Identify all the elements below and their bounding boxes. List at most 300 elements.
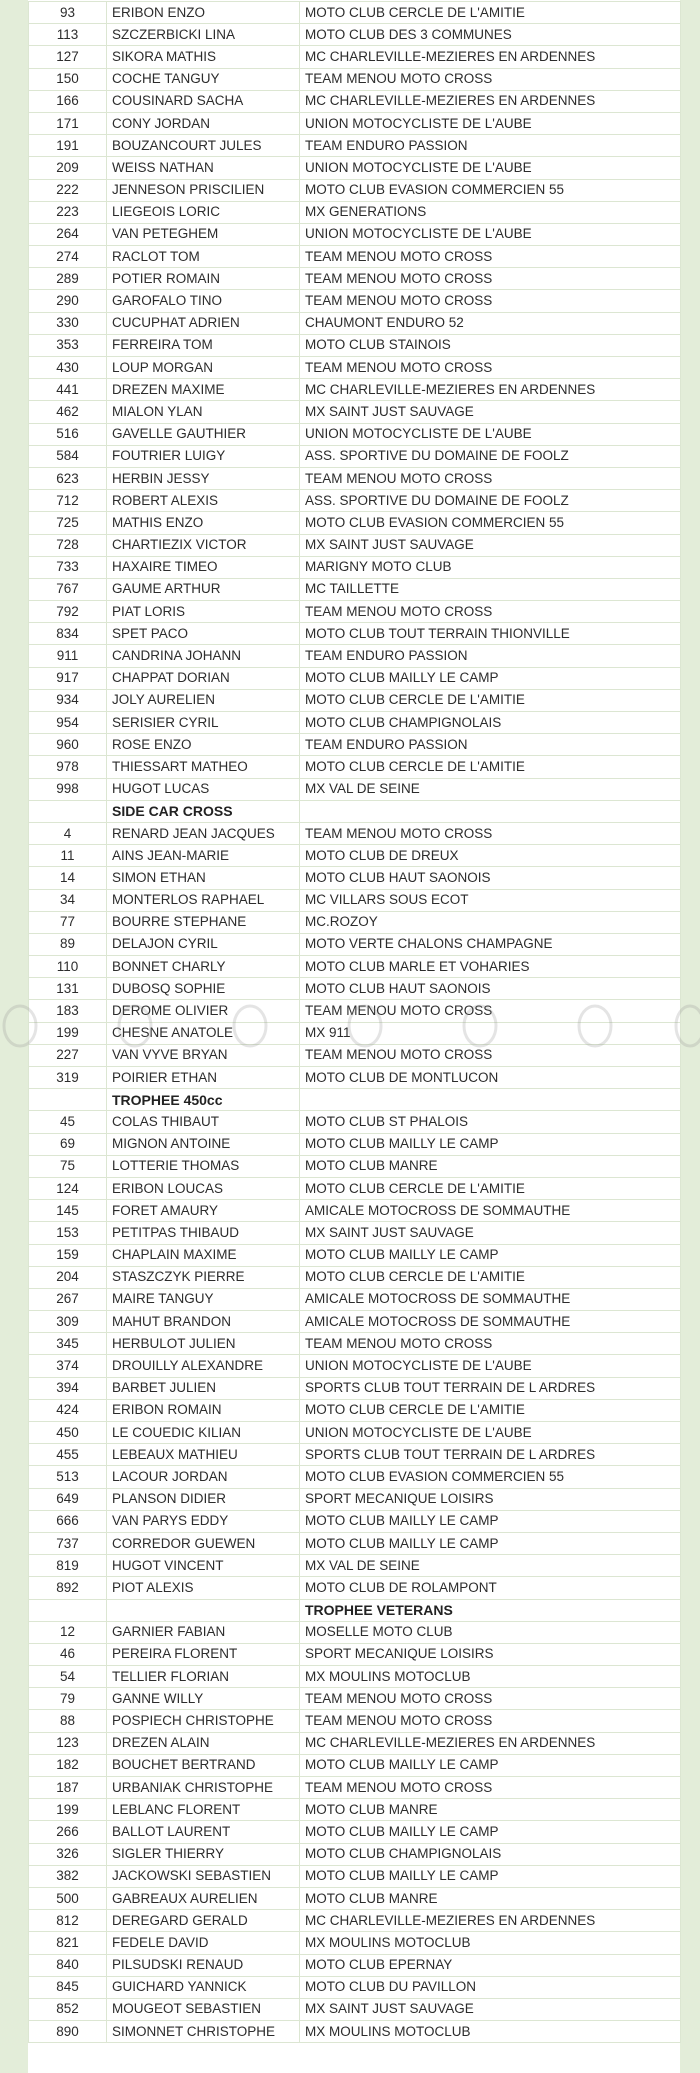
club-name: TEAM ENDURO PASSION: [300, 734, 681, 756]
rider-name: DUBOSQ SOPHIE: [107, 978, 300, 1000]
rider-name: JACKOWSKI SEBASTIEN: [107, 1865, 300, 1887]
rider-name: GAVELLE GAUTHIER: [107, 423, 300, 445]
rider-name: SIMON ETHAN: [107, 867, 300, 889]
rider-number: 728: [29, 534, 107, 556]
rider-name: VAN PETEGHEM: [107, 223, 300, 245]
club-name: MOTO CLUB CERCLE DE L'AMITIE: [300, 1177, 681, 1199]
rider-name: CANDRINA JOHANN: [107, 645, 300, 667]
rider-number: 113: [29, 24, 107, 46]
table-row: [29, 1577, 681, 1599]
rider-name: PLANSON DIDIER: [107, 1488, 300, 1510]
rider-number: 159: [29, 1244, 107, 1266]
table-row: [29, 1799, 681, 1821]
table-row: [29, 534, 681, 556]
rider-number: 12: [29, 1621, 107, 1643]
table-row: [29, 112, 681, 134]
rider-number: 852: [29, 1998, 107, 2020]
table-row: [29, 157, 681, 179]
club-name: TEAM MENOU MOTO CROSS: [300, 290, 681, 312]
rider-name: LACOUR JORDAN: [107, 1466, 300, 1488]
entry-list-table: [28, 1, 681, 2043]
empty-cell: [107, 1599, 300, 1621]
table-row: [29, 179, 681, 201]
table-row: [29, 1998, 681, 2020]
table-row: [29, 379, 681, 401]
club-name: MC TAILLETTE: [300, 578, 681, 600]
table-row: [29, 1466, 681, 1488]
club-name: UNION MOTOCYCLISTE DE L'AUBE: [300, 112, 681, 134]
club-name: MOTO CLUB HAUT SAONOIS: [300, 867, 681, 889]
rider-number: 319: [29, 1067, 107, 1089]
table-row: [29, 1222, 681, 1244]
table-row: [29, 1732, 681, 1754]
rider-number: 79: [29, 1688, 107, 1710]
table-row: [29, 911, 681, 933]
rider-name: SIGLER THIERRY: [107, 1843, 300, 1865]
club-name: MX SAINT JUST SAUVAGE: [300, 1222, 681, 1244]
rider-name: ROSE ENZO: [107, 734, 300, 756]
table-row: [29, 334, 681, 356]
table-row: [29, 290, 681, 312]
club-name: SPORTS CLUB TOUT TERRAIN DE L ARDRES: [300, 1444, 681, 1466]
table-row: [29, 734, 681, 756]
club-name: MARIGNY MOTO CLUB: [300, 556, 681, 578]
club-name: MOTO CLUB MAILLY LE CAMP: [300, 1532, 681, 1554]
table-row: [29, 1067, 681, 1089]
club-name: MOTO CLUB DE ROLAMPONT: [300, 1577, 681, 1599]
club-name: MX SAINT JUST SAUVAGE: [300, 534, 681, 556]
table-row: [29, 46, 681, 68]
table-row: [29, 1910, 681, 1932]
rider-name: URBANIAK CHRISTOPHE: [107, 1777, 300, 1799]
table-row: [29, 1022, 681, 1044]
club-name: MC CHARLEVILLE-MEZIERES EN ARDENNES: [300, 90, 681, 112]
empty-cell: [300, 800, 681, 822]
rider-name: GAUME ARTHUR: [107, 578, 300, 600]
table-row: [29, 445, 681, 467]
rider-name: THIESSART MATHEO: [107, 756, 300, 778]
rider-number: 75: [29, 1155, 107, 1177]
rider-name: MIALON YLAN: [107, 401, 300, 423]
table-row: [29, 1311, 681, 1333]
rider-number: 441: [29, 379, 107, 401]
club-name: MOTO CLUB TOUT TERRAIN THIONVILLE: [300, 623, 681, 645]
table-row: [29, 601, 681, 623]
table-row: [29, 1399, 681, 1421]
empty-cell: [29, 800, 107, 822]
rider-name: POTIER ROMAIN: [107, 268, 300, 290]
table-row: [29, 490, 681, 512]
empty-cell: [29, 1599, 107, 1621]
club-name: MOTO CLUB MAILLY LE CAMP: [300, 1133, 681, 1155]
rider-number: 166: [29, 90, 107, 112]
rider-number: 187: [29, 1777, 107, 1799]
club-name: SPORT MECANIQUE LOISIRS: [300, 1643, 681, 1665]
rider-name: JENNESON PRISCILIEN: [107, 179, 300, 201]
rider-number: 54: [29, 1666, 107, 1688]
club-name: MOTO CLUB DE MONTLUCON: [300, 1067, 681, 1089]
table-row: [29, 756, 681, 778]
table-row: [29, 1444, 681, 1466]
table-row: [29, 1155, 681, 1177]
rider-number: 223: [29, 201, 107, 223]
club-name: MOTO VERTE CHALONS CHAMPAGNE: [300, 933, 681, 955]
club-name: MOTO CLUB DES 3 COMMUNES: [300, 24, 681, 46]
rider-name: TELLIER FLORIAN: [107, 1666, 300, 1688]
rider-name: CONY JORDAN: [107, 112, 300, 134]
club-name: MOTO CLUB MAILLY LE CAMP: [300, 1244, 681, 1266]
rider-number: 450: [29, 1422, 107, 1444]
club-name: SPORT MECANIQUE LOISIRS: [300, 1488, 681, 1510]
rider-number: 11: [29, 845, 107, 867]
table-row: [29, 645, 681, 667]
rider-name: DEROME OLIVIER: [107, 1000, 300, 1022]
club-name: MOTO CLUB MAILLY LE CAMP: [300, 1754, 681, 1776]
table-row: [29, 556, 681, 578]
club-name: TEAM MENOU MOTO CROSS: [300, 1044, 681, 1066]
club-name: MC CHARLEVILLE-MEZIERES EN ARDENNES: [300, 46, 681, 68]
rider-number: 345: [29, 1333, 107, 1355]
rider-name: PIAT LORIS: [107, 601, 300, 623]
rider-number: 382: [29, 1865, 107, 1887]
rider-name: BONNET CHARLY: [107, 956, 300, 978]
club-name: TEAM MENOU MOTO CROSS: [300, 1688, 681, 1710]
entry-list-panel: [28, 0, 680, 2073]
club-name: MOTO CLUB CERCLE DE L'AMITIE: [300, 756, 681, 778]
rider-name: MATHIS ENZO: [107, 512, 300, 534]
rider-name: AINS JEAN-MARIE: [107, 845, 300, 867]
rider-number: 145: [29, 1200, 107, 1222]
rider-name: DELAJON CYRIL: [107, 933, 300, 955]
rider-number: 222: [29, 179, 107, 201]
club-name: MC VILLARS SOUS ECOT: [300, 889, 681, 911]
rider-name: RENARD JEAN JACQUES: [107, 822, 300, 844]
rider-name: FORET AMAURY: [107, 1200, 300, 1222]
rider-name: LE COUEDIC KILIAN: [107, 1422, 300, 1444]
section-title: TROPHEE VETERANS: [300, 1599, 681, 1621]
club-name: MOTO CLUB MANRE: [300, 1155, 681, 1177]
club-name: MX MOULINS MOTOCLUB: [300, 2021, 681, 2043]
table-row: [29, 1422, 681, 1444]
empty-cell: [29, 1089, 107, 1111]
rider-name: GARNIER FABIAN: [107, 1621, 300, 1643]
rider-name: CHAPPAT DORIAN: [107, 667, 300, 689]
club-name: UNION MOTOCYCLISTE DE L'AUBE: [300, 157, 681, 179]
rider-number: 890: [29, 2021, 107, 2043]
table-row: [29, 1488, 681, 1510]
table-row: [29, 1954, 681, 1976]
table-row: [29, 1865, 681, 1887]
rider-number: 45: [29, 1111, 107, 1133]
rider-number: 430: [29, 357, 107, 379]
rider-number: 424: [29, 1399, 107, 1421]
rider-number: 978: [29, 756, 107, 778]
rider-number: 954: [29, 712, 107, 734]
rider-name: BOUCHET BERTRAND: [107, 1754, 300, 1776]
club-name: MOTO CLUB CERCLE DE L'AMITIE: [300, 2, 681, 24]
rider-number: 733: [29, 556, 107, 578]
club-name: UNION MOTOCYCLISTE DE L'AUBE: [300, 1355, 681, 1377]
table-row: [29, 889, 681, 911]
table-row: [29, 135, 681, 157]
rider-number: 267: [29, 1288, 107, 1310]
rider-number: 4: [29, 822, 107, 844]
table-row: [29, 1333, 681, 1355]
club-name: MOTO CLUB EVASION COMMERCIEN 55: [300, 179, 681, 201]
rider-number: 110: [29, 956, 107, 978]
rider-name: WEISS NATHAN: [107, 157, 300, 179]
rider-number: 649: [29, 1488, 107, 1510]
table-row: [29, 1355, 681, 1377]
table-row: [29, 2021, 681, 2043]
rider-number: 712: [29, 490, 107, 512]
rider-number: 792: [29, 601, 107, 623]
rider-name: DREZEN MAXIME: [107, 379, 300, 401]
table-row: [29, 845, 681, 867]
rider-name: HAXAIRE TIMEO: [107, 556, 300, 578]
club-name: TEAM MENOU MOTO CROSS: [300, 68, 681, 90]
rider-number: 934: [29, 689, 107, 711]
rider-name: CHAPLAIN MAXIME: [107, 1244, 300, 1266]
rider-number: 917: [29, 667, 107, 689]
club-name: TEAM MENOU MOTO CROSS: [300, 601, 681, 623]
club-name: AMICALE MOTOCROSS DE SOMMAUTHE: [300, 1311, 681, 1333]
rider-name: GANNE WILLY: [107, 1688, 300, 1710]
rider-number: 289: [29, 268, 107, 290]
rider-number: 171: [29, 112, 107, 134]
club-name: MC CHARLEVILLE-MEZIERES EN ARDENNES: [300, 1910, 681, 1932]
section-title: SIDE CAR CROSS: [107, 800, 300, 822]
club-name: MOTO CLUB CERCLE DE L'AMITIE: [300, 1266, 681, 1288]
club-name: MX VAL DE SEINE: [300, 778, 681, 800]
section-header-row: [29, 800, 681, 822]
table-row: [29, 667, 681, 689]
rider-name: MOUGEOT SEBASTIEN: [107, 1998, 300, 2020]
table-row: [29, 2, 681, 24]
rider-number: 199: [29, 1022, 107, 1044]
table-row: [29, 223, 681, 245]
rider-number: 819: [29, 1555, 107, 1577]
table-row: [29, 978, 681, 1000]
rider-name: SZCZERBICKI LINA: [107, 24, 300, 46]
table-row: [29, 778, 681, 800]
rider-name: VAN PARYS EDDY: [107, 1510, 300, 1532]
club-name: MX SAINT JUST SAUVAGE: [300, 1998, 681, 2020]
rider-number: 353: [29, 334, 107, 356]
rider-number: 123: [29, 1732, 107, 1754]
rider-number: 584: [29, 445, 107, 467]
rider-name: FOUTRIER LUIGY: [107, 445, 300, 467]
table-row: [29, 689, 681, 711]
table-row: [29, 1976, 681, 1998]
table-row: [29, 357, 681, 379]
rider-name: BOURRE STEPHANE: [107, 911, 300, 933]
rider-number: 290: [29, 290, 107, 312]
club-name: TEAM MENOU MOTO CROSS: [300, 1777, 681, 1799]
rider-name: HUGOT LUCAS: [107, 778, 300, 800]
rider-number: 88: [29, 1710, 107, 1732]
rider-number: 274: [29, 246, 107, 268]
club-name: TEAM MENOU MOTO CROSS: [300, 268, 681, 290]
table-row: [29, 1044, 681, 1066]
table-row: [29, 1177, 681, 1199]
rider-name: GUICHARD YANNICK: [107, 1976, 300, 1998]
table-row: [29, 401, 681, 423]
table-row: [29, 1688, 681, 1710]
rider-name: PETITPAS THIBAUD: [107, 1222, 300, 1244]
rider-name: HUGOT VINCENT: [107, 1555, 300, 1577]
table-row: [29, 822, 681, 844]
table-row: [29, 1133, 681, 1155]
rider-name: CORREDOR GUEWEN: [107, 1532, 300, 1554]
club-name: MOTO CLUB MANRE: [300, 1799, 681, 1821]
rider-name: RACLOT TOM: [107, 246, 300, 268]
club-name: AMICALE MOTOCROSS DE SOMMAUTHE: [300, 1288, 681, 1310]
table-row: [29, 1643, 681, 1665]
table-row: [29, 1932, 681, 1954]
rider-name: DROUILLY ALEXANDRE: [107, 1355, 300, 1377]
club-name: MX 911: [300, 1022, 681, 1044]
rider-number: 911: [29, 645, 107, 667]
club-name: CHAUMONT ENDURO 52: [300, 312, 681, 334]
rider-name: ROBERT ALEXIS: [107, 490, 300, 512]
club-name: MX MOULINS MOTOCLUB: [300, 1932, 681, 1954]
rider-name: MONTERLOS RAPHAEL: [107, 889, 300, 911]
rider-number: 204: [29, 1266, 107, 1288]
table-row: [29, 1000, 681, 1022]
club-name: MX VAL DE SEINE: [300, 1555, 681, 1577]
table-row: [29, 867, 681, 889]
table-row: [29, 1244, 681, 1266]
rider-name: CUCUPHAT ADRIEN: [107, 312, 300, 334]
club-name: MX SAINT JUST SAUVAGE: [300, 401, 681, 423]
rider-name: LEBLANC FLORENT: [107, 1799, 300, 1821]
rider-name: COLAS THIBAUT: [107, 1111, 300, 1133]
table-row: [29, 512, 681, 534]
section-title: TROPHEE 450cc: [107, 1089, 300, 1111]
club-name: MC.ROZOY: [300, 911, 681, 933]
rider-name: GABREAUX AURELIEN: [107, 1887, 300, 1909]
club-name: MOTO CLUB MARLE ET VOHARIES: [300, 956, 681, 978]
rider-number: 821: [29, 1932, 107, 1954]
rider-number: 124: [29, 1177, 107, 1199]
rider-number: 153: [29, 1222, 107, 1244]
table-row: [29, 68, 681, 90]
table-row: [29, 1821, 681, 1843]
rider-number: 69: [29, 1133, 107, 1155]
rider-number: 845: [29, 1976, 107, 1998]
table-row: [29, 578, 681, 600]
rider-number: 89: [29, 933, 107, 955]
table-row: [29, 956, 681, 978]
rider-number: 182: [29, 1754, 107, 1776]
table-row: [29, 1266, 681, 1288]
rider-number: 209: [29, 157, 107, 179]
table-row: [29, 246, 681, 268]
rider-name: MIGNON ANTOINE: [107, 1133, 300, 1155]
table-row: [29, 24, 681, 46]
section-header-row: [29, 1089, 681, 1111]
rider-number: 199: [29, 1799, 107, 1821]
rider-name: POIRIER ETHAN: [107, 1067, 300, 1089]
club-name: MOTO CLUB EVASION COMMERCIEN 55: [300, 512, 681, 534]
table-row: [29, 1510, 681, 1532]
club-name: MOTO CLUB STAINOIS: [300, 334, 681, 356]
rider-name: PEREIRA FLORENT: [107, 1643, 300, 1665]
club-name: MOTO CLUB CHAMPIGNOLAIS: [300, 712, 681, 734]
table-row: [29, 1288, 681, 1310]
club-name: UNION MOTOCYCLISTE DE L'AUBE: [300, 223, 681, 245]
rider-name: LOTTERIE THOMAS: [107, 1155, 300, 1177]
rider-name: COCHE TANGUY: [107, 68, 300, 90]
rider-name: SPET PACO: [107, 623, 300, 645]
section-header-row: [29, 1599, 681, 1621]
club-name: MC CHARLEVILLE-MEZIERES EN ARDENNES: [300, 379, 681, 401]
rider-name: VAN VYVE BRYAN: [107, 1044, 300, 1066]
rider-number: 812: [29, 1910, 107, 1932]
rider-number: 227: [29, 1044, 107, 1066]
rider-number: 998: [29, 778, 107, 800]
table-row: [29, 1555, 681, 1577]
club-name: MOTO CLUB MAILLY LE CAMP: [300, 1821, 681, 1843]
club-name: TEAM MENOU MOTO CROSS: [300, 1000, 681, 1022]
club-name: TEAM MENOU MOTO CROSS: [300, 1710, 681, 1732]
table-row: [29, 1843, 681, 1865]
rider-number: 131: [29, 978, 107, 1000]
club-name: MOTO CLUB ST PHALOIS: [300, 1111, 681, 1133]
rider-name: LEBEAUX MATHIEU: [107, 1444, 300, 1466]
club-name: ASS. SPORTIVE DU DOMAINE DE FOOLZ: [300, 490, 681, 512]
rider-number: 516: [29, 423, 107, 445]
club-name: MOSELLE MOTO CLUB: [300, 1621, 681, 1643]
rider-number: 14: [29, 867, 107, 889]
rider-name: ERIBON ROMAIN: [107, 1399, 300, 1421]
club-name: ASS. SPORTIVE DU DOMAINE DE FOOLZ: [300, 445, 681, 467]
rider-number: 309: [29, 1311, 107, 1333]
rider-number: 264: [29, 223, 107, 245]
rider-number: 191: [29, 135, 107, 157]
club-name: MOTO CLUB CERCLE DE L'AMITIE: [300, 689, 681, 711]
table-row: [29, 1532, 681, 1554]
rider-name: CHARTIEZIX VICTOR: [107, 534, 300, 556]
rider-name: ERIBON ENZO: [107, 2, 300, 24]
table-row: [29, 467, 681, 489]
club-name: MOTO CLUB CHAMPIGNOLAIS: [300, 1843, 681, 1865]
table-row: [29, 933, 681, 955]
club-name: AMICALE MOTOCROSS DE SOMMAUTHE: [300, 1200, 681, 1222]
rider-number: 326: [29, 1843, 107, 1865]
rider-name: SIKORA MATHIS: [107, 46, 300, 68]
table-row: [29, 623, 681, 645]
club-name: TEAM MENOU MOTO CROSS: [300, 357, 681, 379]
rider-name: SIMONNET CHRISTOPHE: [107, 2021, 300, 2043]
rider-number: 737: [29, 1532, 107, 1554]
rider-name: HERBULOT JULIEN: [107, 1333, 300, 1355]
rider-number: 892: [29, 1577, 107, 1599]
rider-name: SERISIER CYRIL: [107, 712, 300, 734]
empty-cell: [300, 1089, 681, 1111]
club-name: TEAM MENOU MOTO CROSS: [300, 467, 681, 489]
rider-name: ERIBON LOUCAS: [107, 1177, 300, 1199]
table-row: [29, 1621, 681, 1643]
table-row: [29, 1887, 681, 1909]
rider-number: 725: [29, 512, 107, 534]
rider-number: 330: [29, 312, 107, 334]
club-name: TEAM MENOU MOTO CROSS: [300, 246, 681, 268]
rider-name: POSPIECH CHRISTOPHE: [107, 1710, 300, 1732]
club-name: MC CHARLEVILLE-MEZIERES EN ARDENNES: [300, 1732, 681, 1754]
club-name: MX GENERATIONS: [300, 201, 681, 223]
